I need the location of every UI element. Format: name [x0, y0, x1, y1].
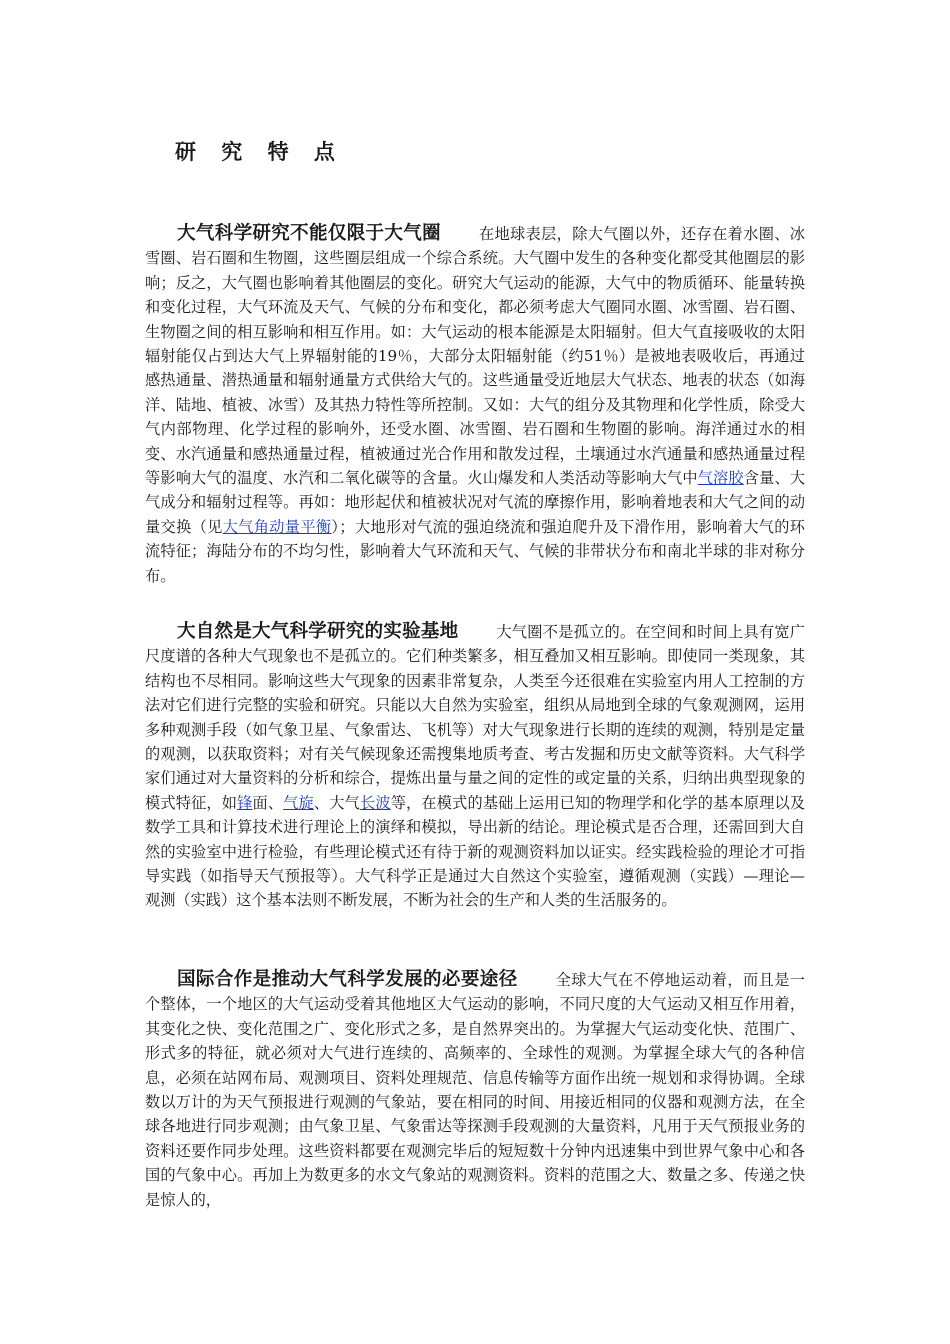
- link-long-wave[interactable]: 长波: [359, 793, 391, 812]
- link-cyclone[interactable]: 气旋: [283, 793, 314, 812]
- paragraph-text: ）；大地形对气流的强迫绕流和强迫爬升及下滑作用，影响着大气的环流特征；海陆分布的不均匀性，影响着大气环流和天气、气候的非带状分布和南北半球的非对称分布。: [145, 517, 805, 585]
- section-nature-laboratory: [145, 620, 805, 913]
- paragraph-text: 面、: [252, 793, 284, 812]
- section-heading: 国际合作是推动大气科学发展的必要途径: [177, 969, 518, 990]
- link-aerosol[interactable]: 气溶胶: [697, 469, 744, 488]
- paragraph-text: 、大气: [313, 793, 360, 812]
- paragraph-text: 大气圈不是孤立的。在空间和时间上具有宽广尺度谱的各种大气现象也不是孤立的。它们种类繁多，相互叠加又相互影响。即使同一类现象，其结构也不尽相同。影响这些大气现象的因素非常复杂，人类至今还很难在实验室内用人工控制的方法对它们进行完整的实验和研究。只能以大自然为实验室，组织从局地到全球的气象观测网，运用多种观测手段（如气象卫星、气象雷达、飞机等）对大气现象进行长期的连续的观测，特别是定量的观测，以获取资料；对有关气候现象还需搜集地质考查、考古发掘和历史文献等资料。大气科学家们通过对大量资料的分析和综合，提炼出量与量之间的定性的或定量的关系，归纳出典型现象的模式特征，如: [145, 623, 805, 812]
- section-atmosphere-scope: [145, 222, 805, 588]
- paragraph-text: 含量、大气成分和辐射过程等。再如：地形起伏和植被状况对气流的摩擦作用，影响着地表和大气之间的动量交换（见: [145, 469, 806, 536]
- page-title: 研 究 特 点: [175, 140, 344, 164]
- paragraph-text: 在地球表层，除大气圈以外，还存在着水圈、冰雪圈、岩石圈和生物圈，这些圈层组成一个综合系统。大气圈中发生的各种变化都受其他圈层的影响；反之，大气圈也影响着其他圈层的变化。研究大气运动的能源，大气中的物质循环、能量转换和变化过程，大气环流及天气、气候的分布和变化，都必须考虑大气圈同水圈、冰雪圈、岩石圈、生物圈之间的相互影响和相互作用。如：大气运动的根本能源是太阳辐射。但大气直接吸收的太阳辐射能仅占到达大气上界辐射能的19％，大部分太阳辐射能（约51％）是被地表吸收后，再通过感热通量、潜热通量和辐射通量方式供给大气的。这些通量受近地层大气状态、地表的状态（如海洋、陆地、植被、冰雪）及其热力特性等所控制。又如：大气的组分及其物理和化学性质，除受大气内部物理、化学过程的影响外，还受水圈、冰雪圈、岩石圈和生物圈的影响。海洋通过水的相变、水汽通量和感热通量过程，植被通过光合作用和散发过程，土壤通过水汽通量和感热通量过程等影响大气的温度、水汽和二氧化碳等的含量。火山爆发和人类活动等影响大气中: [145, 225, 805, 488]
- section-heading: 大自然是大气科学研究的实验基地: [177, 621, 459, 642]
- paragraph-text: 等，在模式的基础上运用已知的物理学和化学的基本原理以及数学工具和计算技术进行理论上的演绎和模拟，导出新的结论。理论模式是否合理，还需回到大自然的实验室中进行检验，有些理论模式还有待于新的观测资料加以证实。经实践检验的理论才可指导实践（如指导天气预报等）。大气科学正是通过大自然这个实验室，遵循观测（实践）—理论—观测（实践）这个基本法则不断发展，不断为社会的生产和人类的生活服务的。: [145, 793, 806, 910]
- section-heading: 大气科学研究不能仅限于大气圈: [177, 223, 441, 244]
- section-international-cooperation: [145, 968, 805, 1212]
- link-angular-momentum-balance[interactable]: 大气角动量平衡: [222, 517, 332, 536]
- link-front[interactable]: 锋: [237, 793, 253, 812]
- paragraph-text: 全球大气在不停地运动着，而且是一个整体，一个地区的大气运动受着其他地区大气运动的影响，不同尺度的大气运动又相互作用着，其变化之快、变化范围之广、变化形式之多，是自然界突出的。为掌握大气运动变化快、范围广、形式多的特征，就必须对大气进行连续的、高频率的、全球性的观测。为掌握全球大气的各种信息，必须在站网布局、观测项目、资料处理规范、信息传输等方面作出统一规划和求得协调。全球数以万计的为天气预报进行观测的气象站，要在相同的时间、用接近相同的仪器和观测方法，在全球各地进行同步观测；由气象卫星、气象雷达等探测手段观测的大量资料，凡用于天气预报业务的资料还要作同步处理。这些资料都要在观测完毕后的短短数十分钟内迅速集中到世界气象中心和各国的气象中心。再加上为数更多的水文气象站的观测资料。资料的范围之大、数量之多、传递之快是惊人的，: [145, 971, 805, 1209]
